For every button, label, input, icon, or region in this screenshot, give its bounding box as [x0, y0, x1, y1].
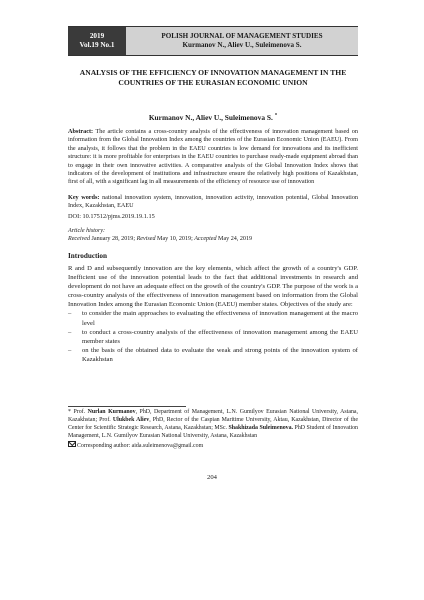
objective-item: – to conduct a cross-country analysis of the effectiveness of innovation management among the EAEU member states [68, 328, 358, 346]
footnote-mark: * [68, 409, 71, 415]
objectives-list [68, 309, 358, 364]
keywords-label: Key words: [68, 194, 100, 201]
footnote-rule [68, 406, 186, 407]
footnote-text: , PhD, Department of Management, L.N. Gumilyov Eurasian National University, Astana, Kazakhstan; Prof. [68, 409, 358, 423]
revised-label: Revised [136, 236, 156, 243]
keywords-text: national innovation system, innovation, innovation activity, innovation potential, Global Innovation Index, Kazakhstan, EAEU [68, 194, 359, 210]
envelope-icon [68, 441, 76, 448]
accepted-label: Accepted [194, 236, 217, 243]
keywords [68, 194, 358, 211]
journal-box [126, 27, 358, 55]
issue-volume: Vol.19 No.1 [79, 41, 115, 49]
authors-text: Kurmanov N., Aliev U., Suleimenova S. [148, 113, 273, 122]
footnote-text: Prof. [70, 409, 88, 415]
author-footnote [68, 409, 358, 451]
section-heading-introduction: Introduction [68, 252, 108, 260]
issue-year: 2019 [89, 32, 105, 40]
corresponding-author [68, 441, 358, 451]
author-name: Ulukbek Aliev [112, 416, 150, 423]
history-dates [68, 235, 358, 243]
revised-date: May 10, 2019; [157, 236, 193, 243]
introduction-body [68, 264, 358, 364]
author-name: Shakhizada Suleimenova. [228, 424, 294, 431]
author-footnote-mark: * [274, 113, 278, 119]
corresponding-text: Corresponding author: aida.suleimenova@gmail.com [77, 442, 204, 449]
objective-item: – on the basis of the obtained data to evaluate the weak and strong points of the innovation system of Kazakhstan [68, 346, 358, 364]
abstract-text: The article contains a cross-country analysis of the effectiveness of innovation management based on information from the Global Innovation Index among the countries of the Eurasian Economic Union (EAEU). From the analysis, it follows that the problem in the EAEU countries is low demand for innovations and its inefficient structure: it is more profitable for enterprises in the EAEU countries to purchase ready-made equipment abroad than to engage in their own innovative activities. A comparative analysis of the Global Innovation Index shows that indicators of the development of institutions and infrastructure ensure the relatively high positions of Kazakhstan, first of all, with a significant lag in all measurements of the efficiency of resource use of innovation [68, 128, 358, 186]
journal-header [68, 26, 358, 56]
received-date: January 28, 2019; [91, 236, 136, 243]
article-title: ANALYSIS OF THE EFFICIENCY OF INNOVATION MANAGEMENT IN THE COUNTRIES OF THE EURASIAN ECONOMIC UNION [79, 68, 347, 87]
author-name: Nurlan Kurmanov [87, 409, 136, 415]
doi: DOI: 10.17512/pjms.2019.19.1.15 [68, 213, 155, 220]
article-history [68, 227, 358, 244]
issue-box [68, 27, 126, 55]
footnote-text: PhD Student of Innovation Management, L.N. Gumilyov Eurasian National University, Astana, Kazakhstan [68, 424, 358, 439]
history-label: Article history: [68, 228, 106, 234]
article-authors [68, 113, 358, 122]
abstract-label: Abstract: [68, 128, 94, 135]
accepted-date: May 24, 2019 [218, 236, 253, 243]
page-number: 204 [207, 474, 217, 481]
received-label: Received [68, 236, 90, 243]
journal-name: POLISH JOURNAL OF MANAGEMENT STUDIES [161, 32, 323, 40]
running-authors: Kurmanov N., Aliev U., Suleimenova S. [182, 41, 302, 49]
objective-item: – to consider the main approaches to evaluating the effectiveness of innovation management at the macro level [68, 309, 358, 327]
introduction-paragraph: R and D and subsequently innovation are the key elements, which affect the growth of a country's GDP. Inefficient use of the innovation potential leads to the fact that additional investments in research and development do not have an adequate effect on the growth of the country's GDP. The purpose of the work is a cross-country analysis of the effectiveness of innovation management based on information from the Global Innovation Index among the Eurasian Economic Union (EAEU) member states. Objectives of the study are: [68, 265, 358, 309]
footnote-text: , PhD, Rector of the Caspian Maritime University, Aktau, Kazakhstan, Director of the Center for Scientific Strategic Research, Astana, Kazakhstan; MSc. [68, 416, 358, 431]
abstract [68, 128, 358, 187]
